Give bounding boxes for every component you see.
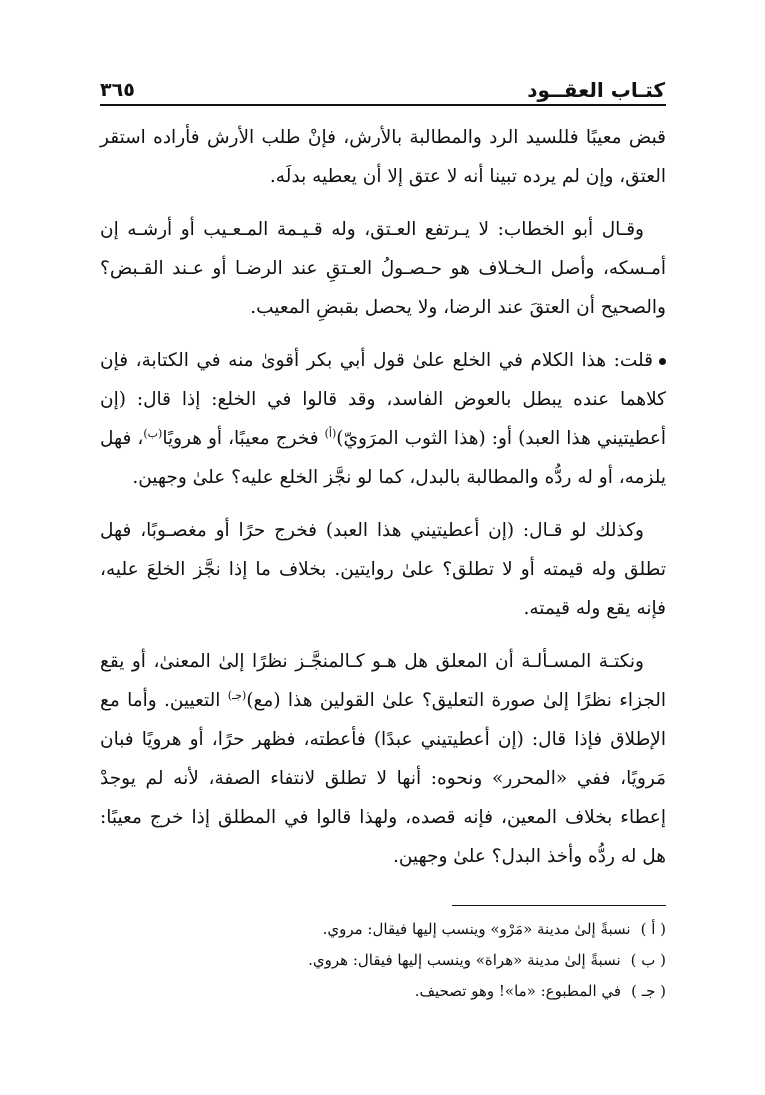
footnote-item (100, 976, 666, 1007)
footnote-ref-b: (ب) (143, 426, 163, 440)
footnote-ref-c: (جـ) (227, 688, 247, 702)
paragraph-5-part-a: ونكتـة المسـألـة أن المعلق هل هـو كـالمنجَّـز نظرًا إلىٰ المعنىٰ، أو يقع الجزاء نظرًا إلىٰ صورة التعليق؟ علىٰ القولين هذا (مع) (100, 651, 666, 711)
paragraph-3-part-b: فخرج معيبًا، أو هرويًا (162, 428, 325, 449)
footnote-text: في المطبوع: «ما»! وهو تصحيف. (414, 982, 622, 1000)
main-text (100, 118, 666, 890)
paragraph-5 (100, 642, 666, 876)
paragraph-3-part-c: ، فهل يلزمه، أو له ردُّه والمطالبة بالبدل، كما لو نجَّز الخلع عليه؟ علىٰ وجهين. (100, 428, 666, 488)
footnote-text: نسبةً إلىٰ مدينة «هراة» وينسب إليها فيقال: هروي. (308, 951, 621, 969)
paragraph-3-part-a: قلت: هذا الكلام في الخلع علىٰ قول أبي بكر أقوىٰ منه في الكتابة، فإن كلاهما عنده يبطل بالعوض الفاسد، وقد قالوا في الخلع: إذا قال: (إن أعطيتيني هذا العبد) أو: (هذا الثوب المرَويّ) (100, 350, 667, 449)
paragraph-2: وقـال أبو الخطاب: لا يـرتفع العـتق، وله قـيـمة المـعـيب أو أرشـه إن أمـسكه، وأصل الـخـلاف هو حـصـولُ العـتقِ عند الرضـا أو عـند القـبض؟ والصحيح أن العتقَ عند الرضا، ولا يحصل بقبضِ المعيب. (100, 219, 666, 318)
page-number: ٣٦٥ (100, 79, 135, 101)
footnotes (100, 914, 666, 1007)
footnote-rule (452, 905, 666, 906)
paragraph-1: قبض معيبًا فللسيد الرد والمطالبة بالأرش، فإنْ طلب الأرش فأراده استقر العتق، وإن لم يرده تبينا أنه لا عتق إلا أن يعطيه بدلَه. (100, 127, 666, 187)
footnote-item (100, 945, 666, 976)
paragraph-5-part-b: التعيين. وأما مع الإطلاق فإذا قال: (إن أعطيتيني عبدًا) فأعطته، فظهر حرًا، أو هرويًا فبان مَرويًا، ففي «المحرر» ونحوه: أنها لا تطلق لانتفاء الصفة، لأنه لم يوجدْ إعطاء بخلاف المعين، فإنه قصده، ولهذا قالوا في المطلق إذا خرج معيبًا: هل له ردُّه وأخذ البدل؟ علىٰ وجهين. (100, 690, 666, 867)
footnote-marker: ( ب ) (630, 951, 666, 969)
footnote-text: نسبةً إلىٰ مدينة «مَرْو» وينسب إليها فيقال: مروي. (322, 920, 631, 938)
footnote-item (100, 914, 666, 945)
bullet-icon (659, 358, 666, 365)
header-rule (100, 104, 666, 106)
footnote-ref-a: (أ) (324, 426, 337, 440)
footnote-marker: ( جـ ) (631, 982, 666, 1000)
footnote-marker: ( أ ) (640, 920, 666, 938)
paragraph-3 (100, 341, 666, 497)
paragraph-4: وكذلك لو قـال: (إن أعطيتيني هذا العبد) فخرج حرًا أو مغصـوبًا، فهل تطلق وله قيمته أو لا تطلق؟ علىٰ روايتين. بخلاف ما إذا نجَّز الخلعَ عليه، فإنه يقع وله قيمته. (100, 520, 666, 619)
book-title: كتـاب العقــود (527, 78, 665, 102)
running-header (100, 68, 665, 102)
